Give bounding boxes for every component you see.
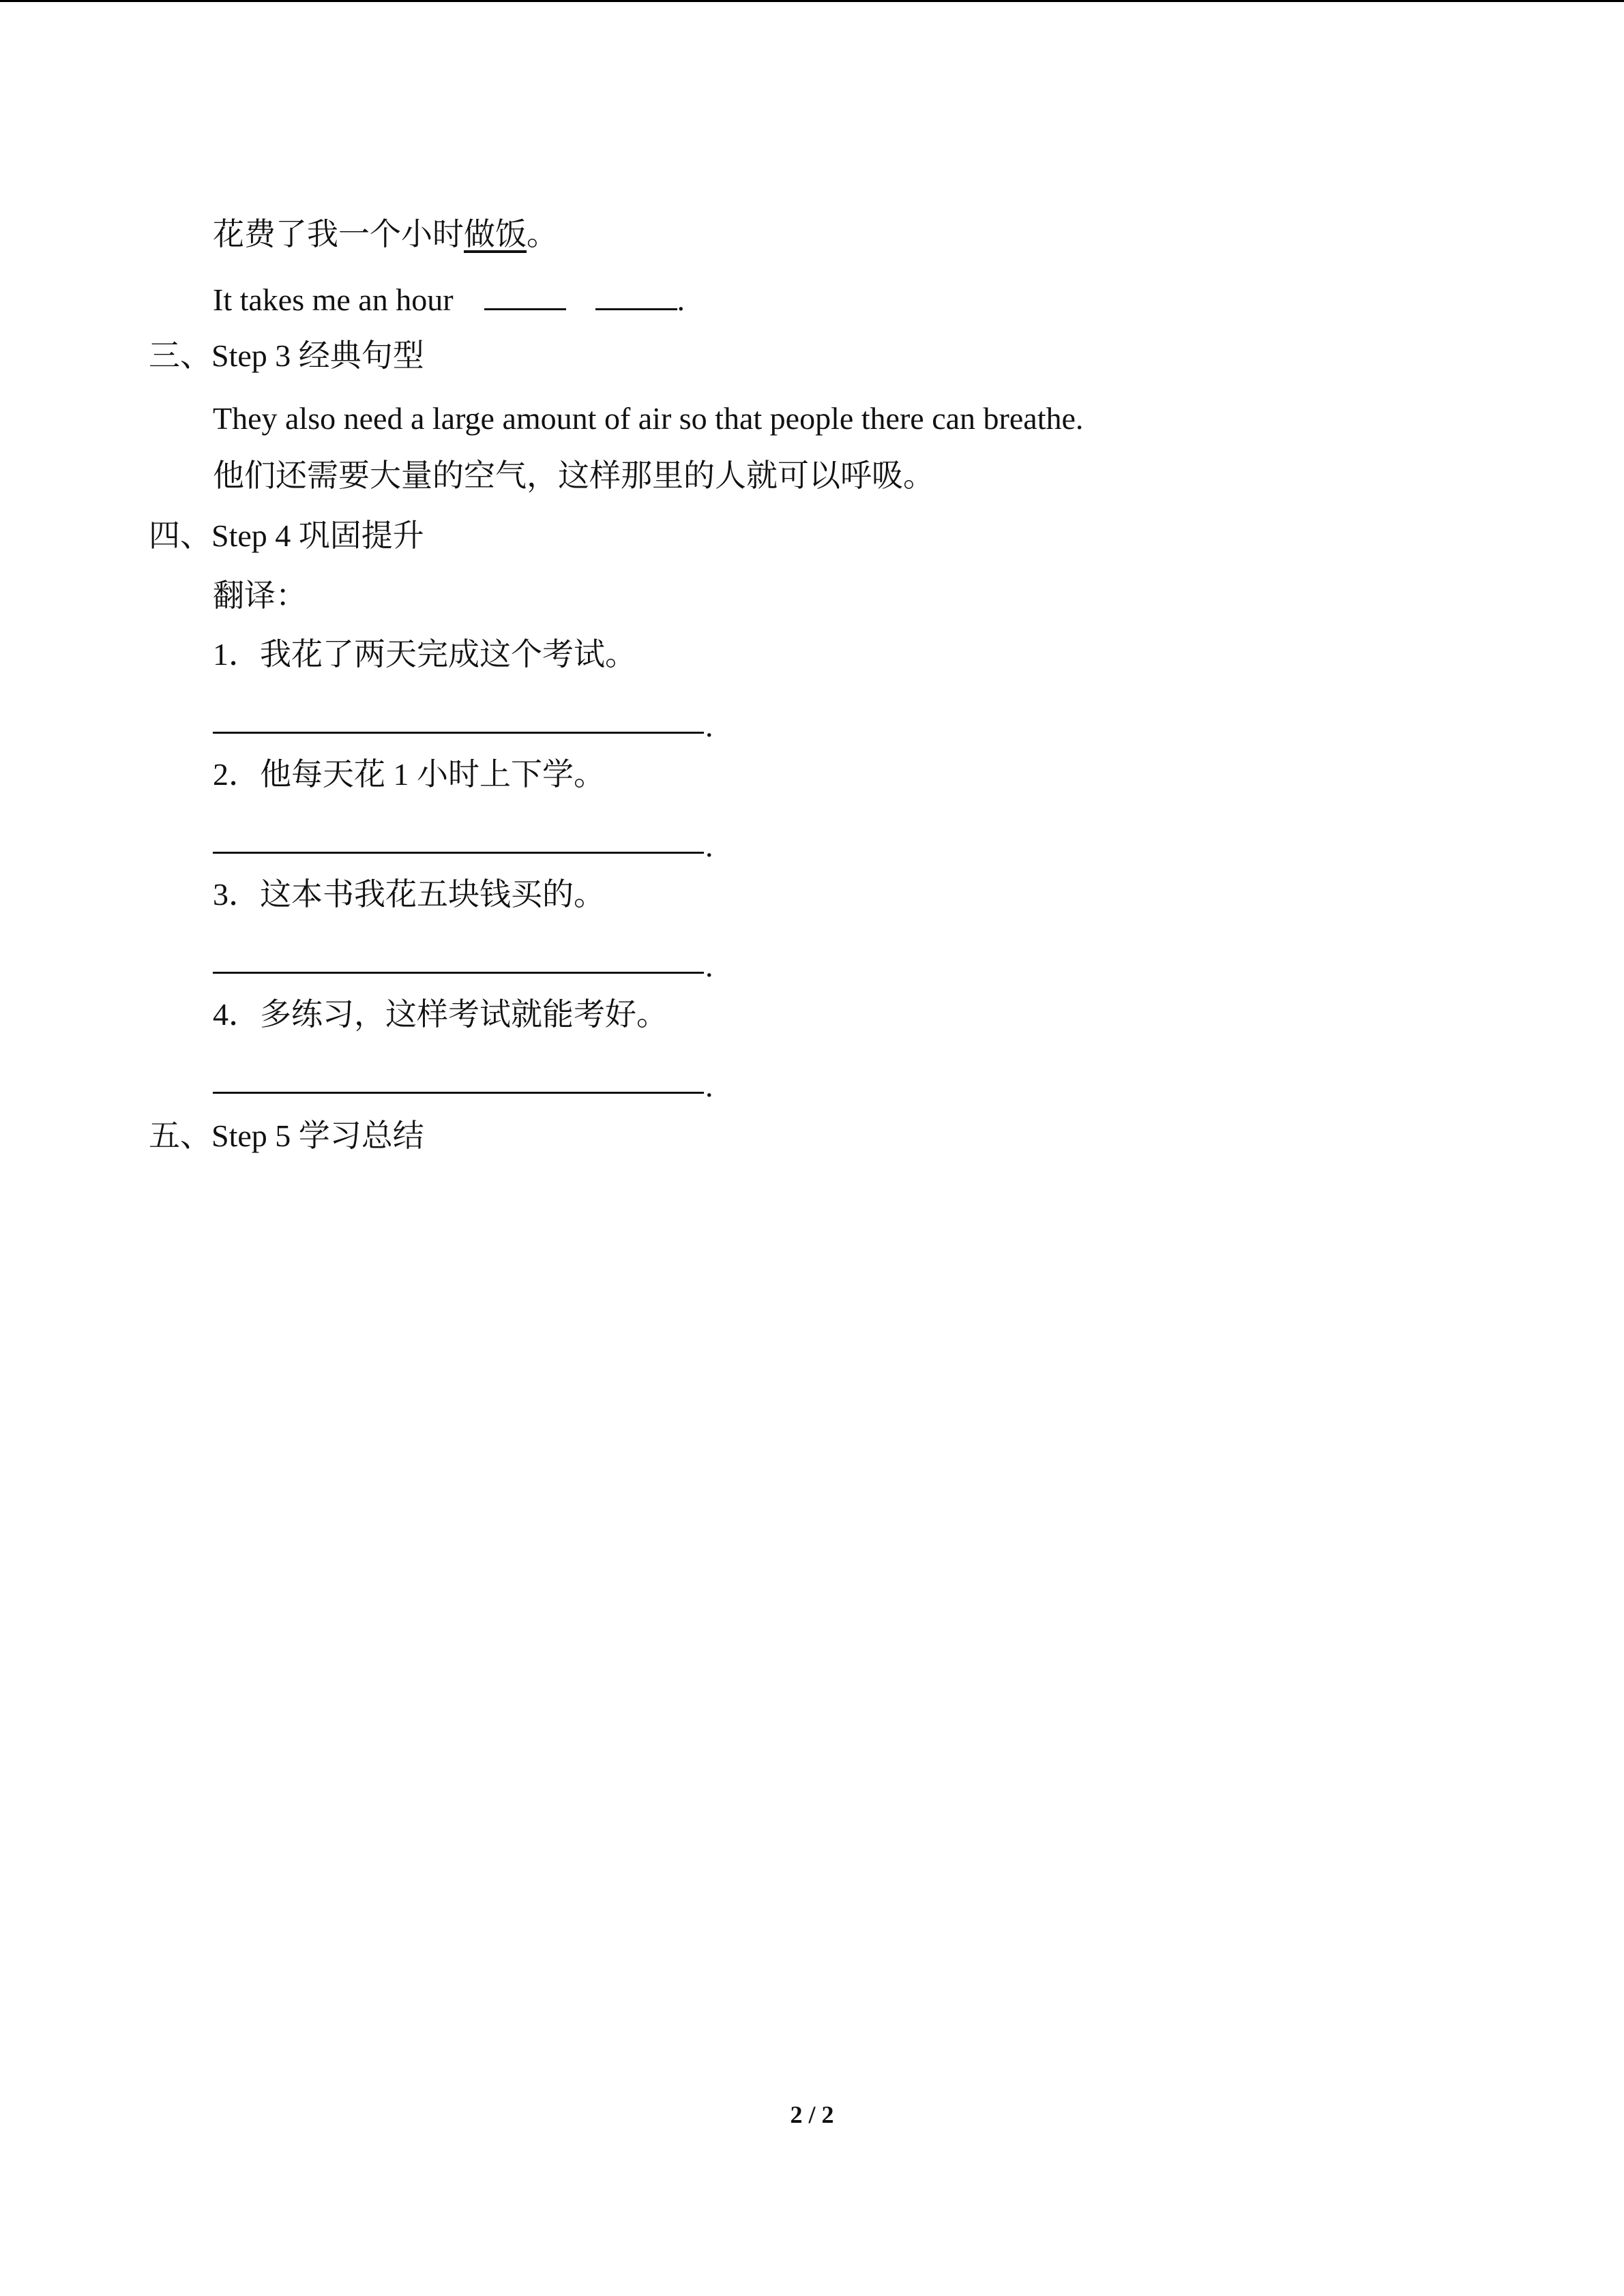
exercise-1-answer-line[interactable] — [213, 702, 718, 743]
answer-rule — [213, 1092, 704, 1094]
section3-heading: 三、Step 3 经典句型 — [149, 338, 424, 373]
section3-sentence-english: They also need a large amount of air so that people there can breathe. — [213, 401, 1084, 436]
example-cn-prefix: 花费了我一个小时 — [213, 217, 464, 252]
example-blank-1[interactable] — [484, 278, 566, 310]
answer-period: . — [705, 1069, 713, 1103]
answer-period: . — [705, 709, 713, 743]
section5-heading: 五、Step 5 学习总结 — [149, 1118, 424, 1153]
answer-period: . — [705, 829, 713, 863]
page-top-border — [0, 0, 1624, 2]
answer-rule — [213, 972, 704, 974]
example-cn-underlined-word: 做饭 — [464, 217, 527, 252]
exercise-3-answer-line[interactable] — [213, 942, 718, 983]
example-chinese-sentence — [213, 214, 558, 255]
section3-sentence-chinese: 他们还需要大量的空气，这样那里的人就可以呼吸。 — [213, 458, 934, 493]
page-number: 2 / 2 — [790, 2101, 834, 2128]
example-cn-suffix: 。 — [527, 217, 558, 252]
answer-rule — [213, 732, 704, 734]
example-en-prefix: It takes me an hour — [213, 282, 454, 317]
section4-heading: 四、Step 4 巩固提升 — [149, 518, 424, 553]
exercise-2-answer-line[interactable] — [213, 822, 718, 863]
answer-period: . — [705, 949, 713, 983]
exercise-2-prompt: 2．他每天花 1 小时上下学。 — [213, 757, 605, 792]
example-blank-2[interactable] — [595, 278, 677, 310]
exercise-4-prompt: 4．多练习，这样考试就能考好。 — [213, 997, 668, 1032]
example-english-sentence — [213, 278, 685, 320]
exercise-3-prompt: 3．这本书我花五块钱买的。 — [213, 877, 605, 912]
exercise-4-answer-line[interactable] — [213, 1062, 718, 1103]
example-en-suffix: . — [677, 282, 685, 317]
section4-instruction: 翻译： — [213, 578, 307, 613]
answer-rule — [213, 852, 704, 854]
exercise-1-prompt: 1．我花了两天完成这个考试。 — [213, 637, 636, 672]
